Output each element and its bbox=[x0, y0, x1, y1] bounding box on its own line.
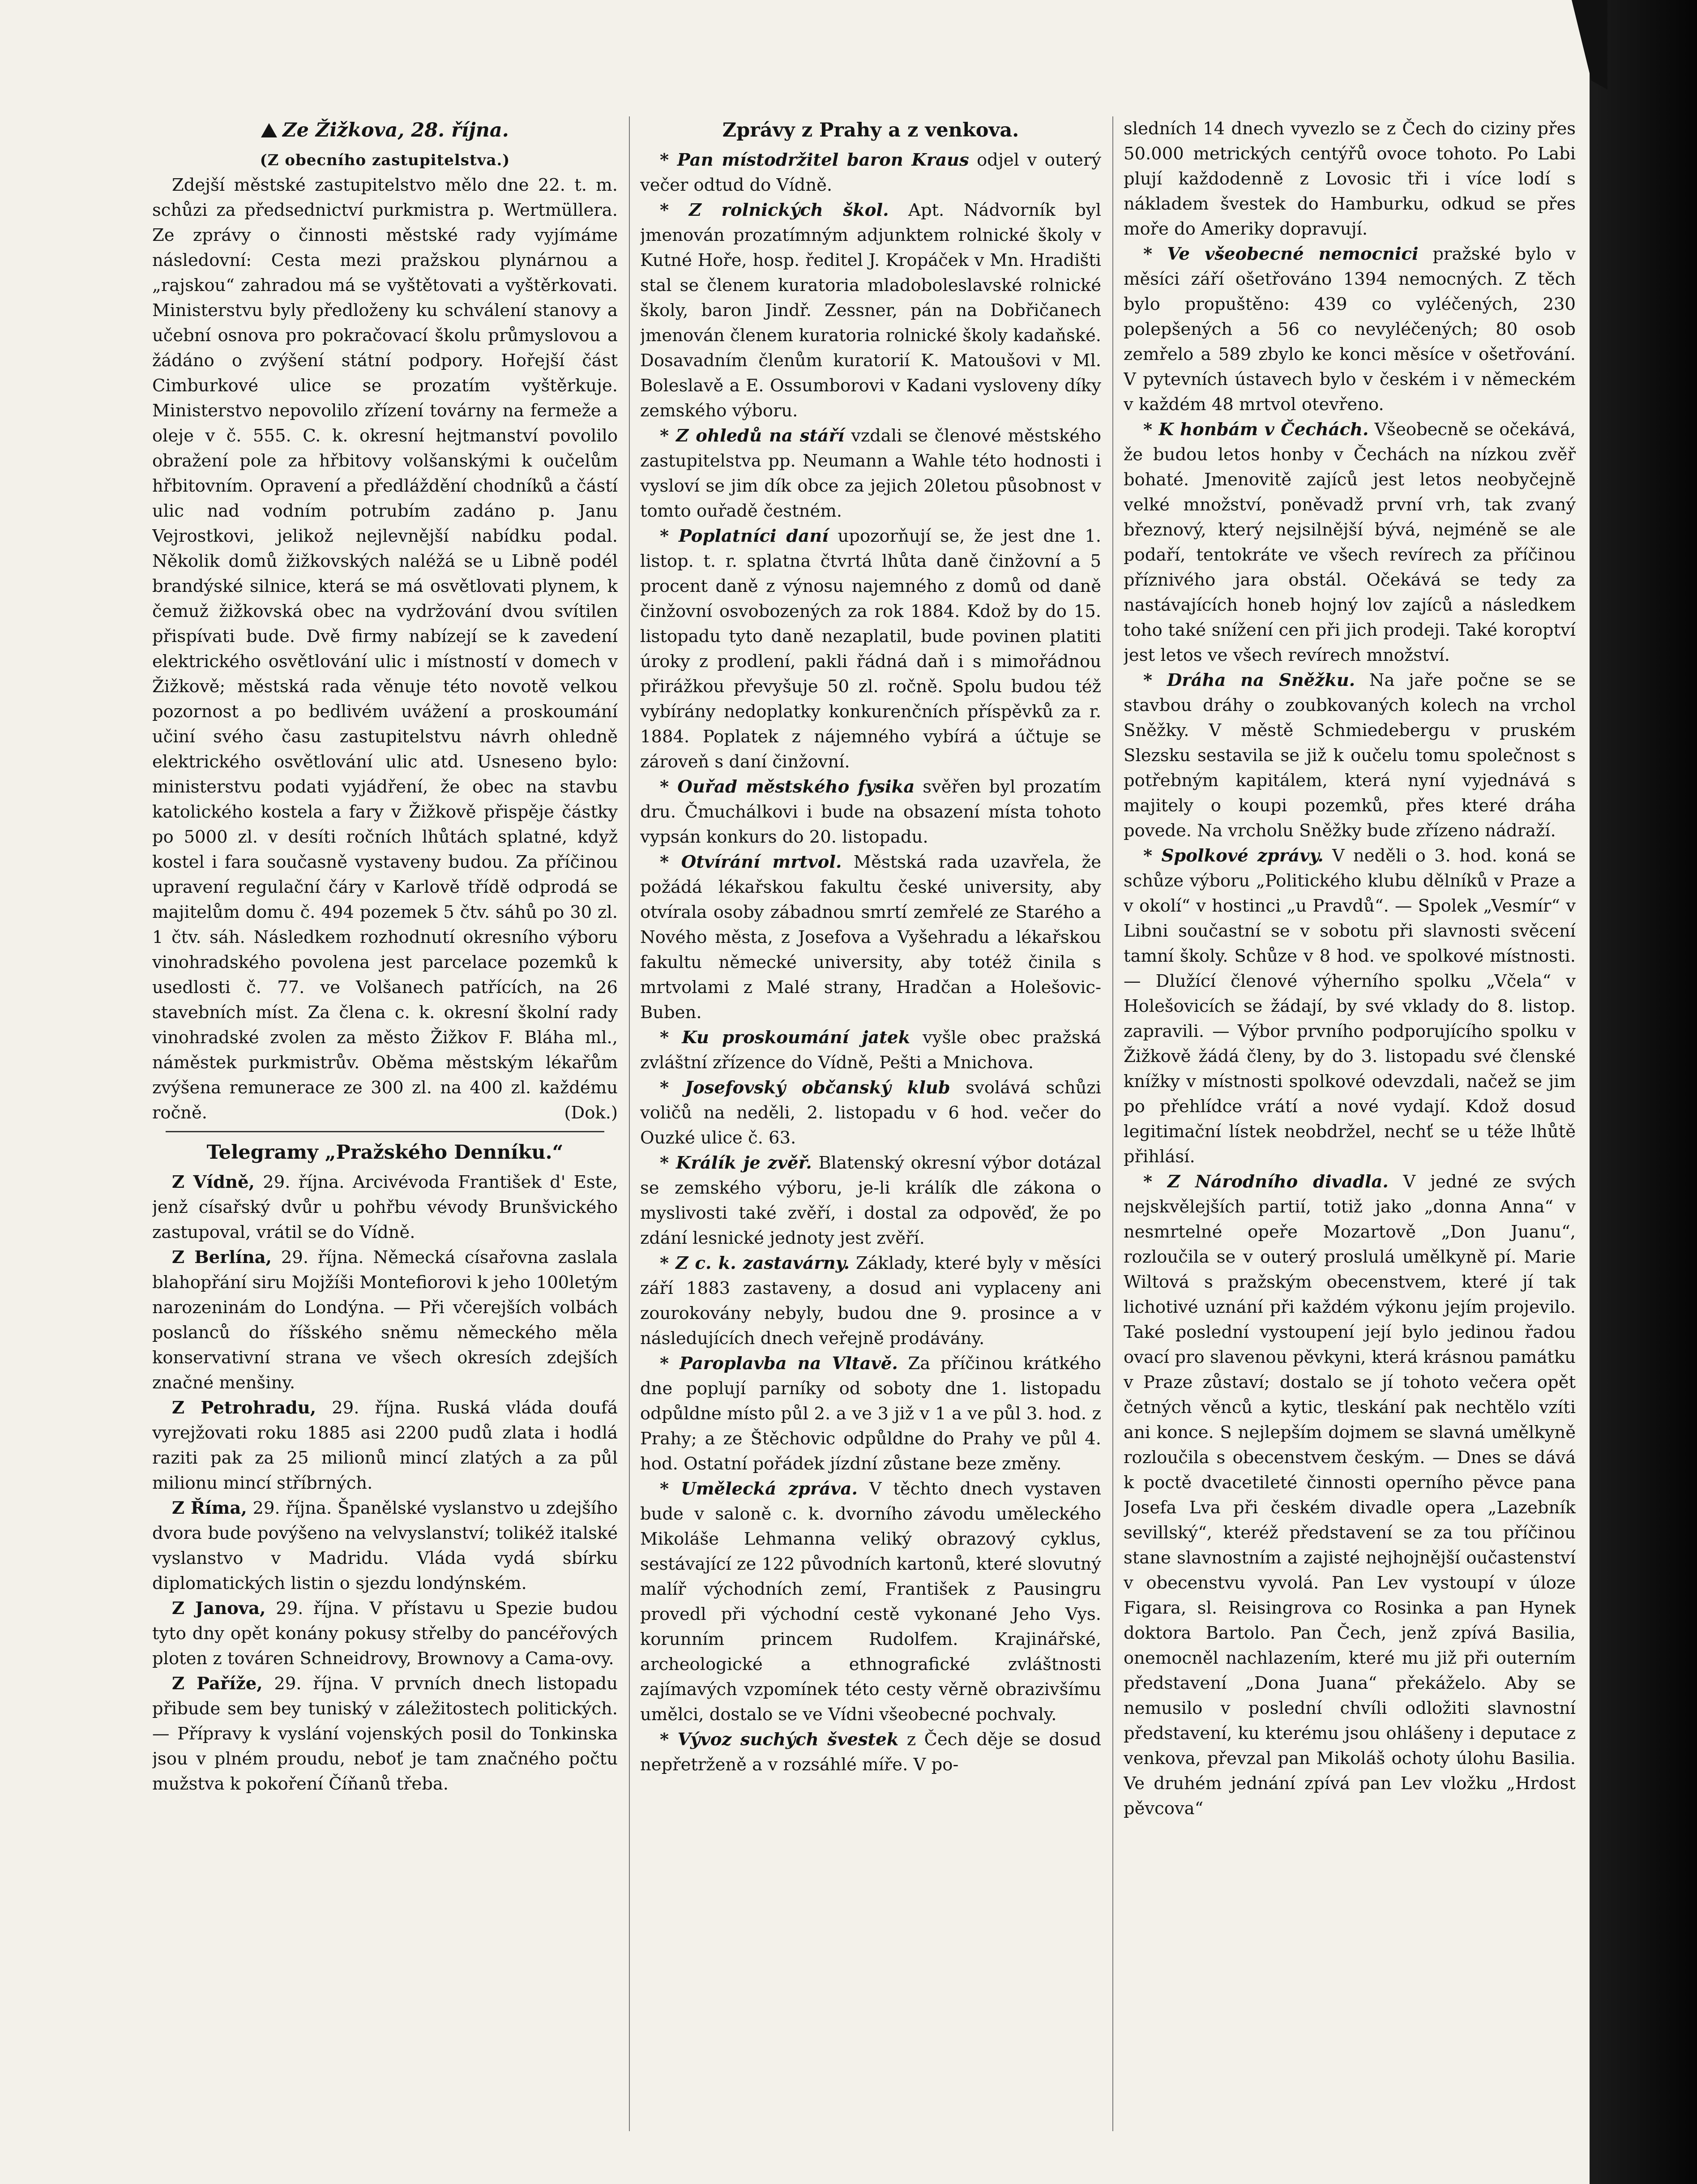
news-item: * Pan místodržitel baron Kraus odjel v outerý večer odtud do Vídně. bbox=[640, 150, 1101, 195]
telegram-item: Z Berlína, 29. října. Německá císařovna zaslala blahopřání siru Mojžíši Montefiorovi k jeho 100letým narozeninám do Londýna. — Při včerejších volbách poslanců do říšského sněmu německého měla konservativní strana ve všech okresích zdejších značné menšiny. bbox=[152, 1247, 618, 1393]
news-item: * Josefovský občanský klub svolává schůzi voličů na neděli, 2. listopadu v 6 hod. večer do Ouzké ulice č. 63. bbox=[640, 1078, 1101, 1148]
news-item: * Ouřad městského fysika svěřen byl prozatím dru. Čmuchálkovi i bude na obsazení místa tohoto vypsán konkurs do 20. listopadu. bbox=[640, 777, 1101, 847]
article-paragraph: Zdejší městské zastupitelstvo mělo dne 22. t. m. schůzi za předsednictví purkmistra p. Wertmüllera. Ze zprávy o činnosti městské rady vyjímáme následovní: Cesta mezi pražskou plynárnou a „rajskou“ zahradou má se vyštětovati a vyštěrkovati. Ministerstvu byly předloženy ku schválení stanovy a učební osnova pro pokračovací školu průmyslovou a žádáno o zvýšení státní podpory. Hořejší část Cimburkové ulice se prozatím vyštěrkuje. Ministerstvo nepovolilo zřízení továrny na fermeže a oleje v č. 555. C. k. okresní hejtmanství povolilo obražení pole za hřbitovy volšanskými k oučelům hřbitovním. Opravení a předláždění chodníků a částí ulic nad vodním potrubím zadáno p. Janu Vejrostkovi, jelikož nejlevnější nabídku podal. Několik domů žižkovských naléžá se u Libně podél brandýské silnice, která se má osvětlovati plynem, k čemuž žižkovská obec na vydržování dvou svítilen přispívati bude. Dvě firmy nabízejí se k zavedení elektrického osvětlování ulic i místností v domech v Žižkově; městská rada věnuje této novotě velkou pozornost a po bedlivém uvážení a proskoumání učiní svého času zastupitelstvu návrh ohledně elektrického osvětlování ulic atd. Usneseno bylo: ministerstvu podati vyjádření, že obec na stavbu katolického kostela a fary v Žižkově přispěje částky po 5000 zl. v desíti ročních lhůtách splatné, když kostel i fara současně vystaveny budou. Za příčinou upravení regulační čáry v Karlově třídě odprodá se majitelům domu č. 494 pozemek 5 čtv. sáhů po 30 zl. 1 čtv. sáh. Následkem rozhodnutí okresního výboru vinohradského povolena jest parcelace pozemků k usedlosti č. 77. ve Volšanech patřících, na 26 stavebních míst. Za člena c. k. okresní školní rady vinohradské zvolen za město Žižkov F. Bláha ml., náměstek purkmistrův. Oběma městským lékařům zvýšena remunerace ze 300 zl. na 400 zl. každému ročně. (Dok.) bbox=[152, 173, 618, 1126]
column-left bbox=[152, 116, 618, 2149]
telegram-item: Z Paříže, 29. října. V prvních dnech listopadu přibude sem bey tuniský v záležitostech politických. — Přípravy k vyslání vojenských posil do Tonkinska jsou v plném proudu, neboť je tam značného počtu mužstva k pokoření Číňanů třeba. bbox=[152, 1674, 618, 1794]
triangle-icon bbox=[261, 123, 277, 137]
scan-edge-notch bbox=[1572, 0, 1607, 90]
news-item: * Otvírání mrtvol. Městská rada uzavřela, že požádá lékařskou fakultu české university, aby otvírala osoby zábadnou smrtí zemřelé ze Starého a Nového města, z Josefova a Vyšehradu a lékařskou fakultu německé university, aby totéž činila s mrtvolami z Malé strany, Hradčan a Holešovic-Buben. bbox=[640, 852, 1101, 1023]
news-item: * Ku proskoumání jatek vyšle obec pražská zvláštní zřízence do Vídně, Pešti a Mnichova. bbox=[640, 1028, 1101, 1073]
column-right bbox=[1124, 116, 1576, 2149]
news-item: * Dráha na Sněžku. Na jaře počne se se stavbou dráhy o zoubkovaných kolech na vrchol Sněžky. V městě Schmiedebergu v pruském Slezsku sestavila se již k oučelu tomu společnost s potřebným kapitálem, která nyní vyjednává s majitely o koupi pozemků, přes které dráha povede. Na vrcholu Sněžky bude zřízeno nádraží. bbox=[1124, 670, 1576, 841]
column-rule bbox=[629, 116, 630, 2131]
news-item: * Z rolnických škol. Apt. Nádvorník byl jmenován prozatímným adjunktem rolnické školy v Kutné Hoře, hosp. ředitel J. Kropáček v Mn. Hradišti stal se členem kuratoria mladoboleslavské rolnické školy, baron Jindř. Zessner, pán na Dobřičanech jmenován členem kuratoria rolnické školy kadaňské. Dosavadním členům kuratorií K. Matoušovi v Ml. Boleslavě a E. Ossumborovi v Kadani vysloveny díky zemského výboru. bbox=[640, 200, 1101, 421]
section-heading: Zprávy z Prahy a z venkova. bbox=[722, 119, 1019, 141]
news-item: * Umělecká zpráva. V těchto dnech vystaven bude v saloně c. k. dvorního závodu uměleckého Mikoláše Lehmanna veliký obrazový cyklus, sestávající ze 122 původních kartonů, které slovutný malíř východních zemí, František z Pausingru provedl při východní cestě vykonané Jeho Vys. korunním princem Rudolfem. Krajinářské, archeologické a ethnografické zvláštnosti zajímavých vzpomínek této cesty věrně obrazivšímu umělci, dostalo se ve Vídni všeobecné pochvaly. bbox=[640, 1479, 1101, 1725]
news-item-continued: sledních 14 dnech vyvezlo se z Čech do ciziny přes 50.000 metrických centýřů ovoce tohoto. Po Labi plují každodenně z Lovosic tři i více lodí s nákladem švestek do Hamburku, odkud se přes moře do Ameriky dopravují. bbox=[1124, 119, 1576, 239]
scan-dark-edge bbox=[1590, 0, 1697, 2184]
news-item: * Králík je zvěř. Blatenský okresní výbor dotázal se zemského výboru, je-li králík dle zákona o myslivosti také zvěří, i dostal za odpověď, že po zdání lesnické jednoty jest zvěří. bbox=[640, 1153, 1101, 1248]
telegram-item: Z Říma, 29. října. Španělské vyslanstvo u zdejšího dvora bude povýšeno na velvyslanství; tolikéž italské vyslanstvo v Madridu. Vláda vydá sbírku diplomatických listin o sjezdu londýnském. bbox=[152, 1498, 618, 1593]
news-item: * Z ohledů na stáří vzdali se členové městského zastupitelstva pp. Neumann a Wahle této hodnosti i vysloví se jim dík obce za jejich 20letou působnost v tomto ouřadě čestném. bbox=[640, 426, 1101, 521]
section-heading: Telegramy „Pražského Denníku.“ bbox=[206, 1141, 564, 1164]
column-rule bbox=[1112, 116, 1113, 2131]
article-sign: (Dok.) bbox=[564, 1103, 618, 1123]
telegram-item: Z Petrohradu, 29. října. Ruská vláda doufá vyrejžovati roku 1885 asi 2200 pudů zlata i hodlá raziti pak za 25 milionů mincí zlatých a za půl milionu mincí stříbrných. bbox=[152, 1398, 618, 1493]
telegram-item: Z Janova, 29. října. V přístavu u Spezie budou tyto dny opět konány pokusy střelby do pancéřových ploten z továren Schneidrovy, Brownovy a Cama-ovy. bbox=[152, 1598, 618, 1669]
article-heading: Ze Žižkova, 28. října. bbox=[152, 116, 618, 144]
news-item: * Z Národního divadla. V jedné ze svých nejskvělejších partií, totiž jako „donna Anna“ v nesmrtelné opeře Mozartově „Don Juanu“, rozloučila se v outerý proslulá umělkyně pí. Marie Wiltová s pražským obecenstvem, které jí tak lichotivé uznání při každém výkonu jejím projevilo. Také poslední vystoupení její bylo jedinou řadou ovací pro slavenou pěvkyni, která krásnou památku v Praze zůstaví; dostalo se jí tohoto večera opět četných věnců a kytic, tleskání pak nechtělo vzíti ani konce. S nejlepším dojmem se slavná umělkyně rozloučila s obecenstvem českým. — Dnes se dává k poctě dvacetileté činnosti operního pěvce pana Josefa Lva při českém divadle opera „Lazebník sevillský“, kteréž představení se za tou příčinou stane slavnostním a zajisté nejhojnější oučastenství v obecenstvu vyvolá. Pan Lev vystoupí v úloze Figara, sl. Reisingrova co Rosinka a pan Hynek doktora Bartolo. Pan Čech, jenž zpívá Basilia, onemocněl nachlazením, které mu již při outerním představení „Dona Juana“ překáželo. Aby se nemusilo v poslední chvíli odložiti slavnostní představení, ku kterému jsou ohlášeny i deputace z venkova, převzal pan Mikoláš ochoty úlohu Basilia. Ve druhém jednání zpívá pan Lev vložku „Hrdost pěvcova“ bbox=[1124, 1172, 1576, 1819]
newspaper-page bbox=[112, 116, 1576, 2149]
news-item: * Paroplavba na Vltavě. Za příčinou krátkého dne poplují parníky od soboty dne 1. listopadu odpůldne místo půl 2. a ve 3 již v 1 a ve půl 3. hod. z Prahy; a ze Štěchovic odpůldne do Prahy ve půl 4. hod. Ostatní pořádek jízdní zůstane beze změny. bbox=[640, 1353, 1101, 1474]
telegram-item: Z Vídně, 29. října. Arcivévoda František d' Este, jenž císařský dvůr u pohřbu vévody Brunšvického zastupoval, vrátil se do Vídně. bbox=[152, 1172, 618, 1242]
news-item: * Spolkové zprávy. V neděli o 3. hod. koná se schůze výboru „Politického klubu dělníků v Praze a v okolí“ v hostinci „u Pravdů“. — Spolek „Vesmír“ v Libni součastní se v sobotu při slavnosti svěcení tamní školy. Schůze v 8 hod. ve spolkové místnosti. — Dlužící členové výherního spolku „Včela“ v Holešovicích se žádají, by své vklady do 8. listop. zapravili. — Výbor prvního podporujícího spolku v Žižkově žádá členy, by do 3. listopadu své členské knížky v místnosti spolkové odevzdali, načež se jim po přehlídce vrátí a nové vydají. Kdož dosud legitimační lístek neobdržel, nechť se u téže lhůtě přihlásí. bbox=[1124, 846, 1576, 1167]
column-middle bbox=[640, 116, 1101, 2149]
news-item: * Ve všeobecné nemocnici pražské bylo v měsíci září ošetřováno 1394 nemocných. Z těch bylo propuštěno: 439 co vyléčených, 230 polepšených a 56 co nevyléčených; 80 osob zemřelo a 589 zbylo ke konci měsíce v ošetřování. V pytevních ústavech bylo v českém i v německém v každém 48 mrtvol otevřeno. bbox=[1124, 244, 1576, 415]
news-item: * K honbám v Čechách. Všeobecně se očekává, že budou letos honby v Čechách na nízkou zvěř bohaté. Jmenovitě zajíců jest letos neobyčejně velké množství, poněvadž první vrh, tak zvaný březnový, který nejsilnější bývá, nejméně se ale podaří, tentokráte ve všech revírech za příčinou příznivého jara obstál. Očekává se tedy za nastávajících honeb hojný lov zajíců a následkem toho také snížení cen při jich prodeji. Také koroptví jest letos ve všech revírech množství. bbox=[1124, 420, 1576, 665]
news-item: * Z c. k. zastavárny. Základy, které byly v měsíci září 1883 zastaveny, a dosud ani vyplaceny ani zourokovány nebyly, budou dne 9. prosince a v následujících dnech veřejně prodávány. bbox=[640, 1253, 1101, 1349]
news-item: * Poplatníci daní upozorňují se, že jest dne 1. listop. t. r. splatna čtvrtá lhůta daně činžovní a 5 procent daně z výnosu najemného z domů od daně činžovní osvobozených za rok 1884. Kdož by do 15. listopadu tyto daně nezaplatil, bude povinen platiti úroky z prodlení, pakli řádná daň i s mimořádnou přirážkou převyšuje 50 zl. ročně. Spolu budou též vybírány nedoplatky konkurenčních příspěvků za r. 1884. Poplatek z nájemného vybírá a účtuje se zároveň s daní činžovní. bbox=[640, 526, 1101, 772]
article-subheading: (Z obecního zastupitelstva.) bbox=[260, 151, 510, 169]
section-divider bbox=[166, 1131, 604, 1132]
news-item: * Vývoz suchých švestek z Čech děje se dosud nepřetrženě a v rozsáhlé míře. V po- bbox=[640, 1730, 1101, 1775]
